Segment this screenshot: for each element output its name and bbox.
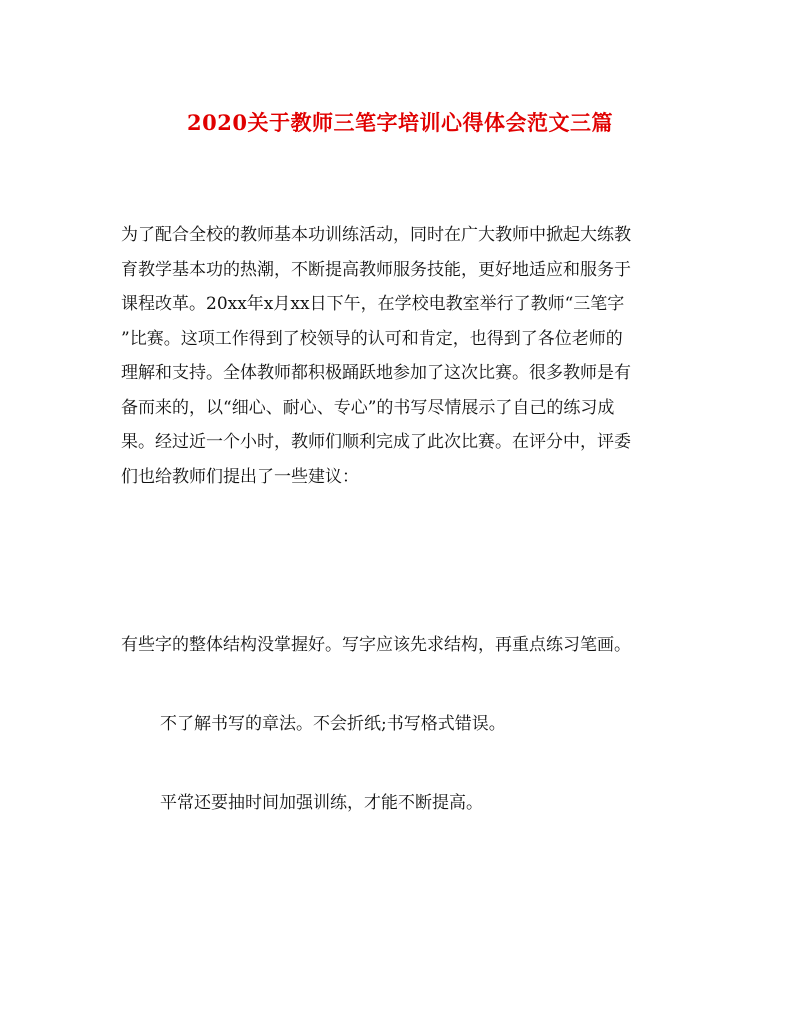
paragraph-line: 育教学基本功的热潮，不断提高教师服务技能，更好地适应和服务于 bbox=[121, 259, 631, 280]
paragraph-line: 们也给教师们提出了一些建议： bbox=[121, 466, 359, 487]
paragraph-line: 课程改革。20xx年x月xx日下午，在学校电教室举行了教师“三笔字 bbox=[121, 294, 625, 314]
intro-paragraph bbox=[121, 218, 686, 494]
suggestion-paragraph-2: 不了解书写的章法。不会折纸;书写格式错误。 bbox=[160, 714, 506, 734]
paragraph-line: 理解和支持。全体教师都积极踊跃地参加了这次比赛。很多教师是有 bbox=[121, 363, 631, 383]
paragraph-line: 为了配合全校的教师基本功训练活动，同时在广大教师中掀起大练教 bbox=[121, 225, 631, 245]
paragraph-line: 备而来的，以“细心、耐心、专心”的书写尽情展示了自己的练习成 bbox=[121, 397, 615, 418]
suggestion-paragraph-3: 平常还要抽时间加强训练，才能不断提高。 bbox=[160, 793, 483, 813]
paragraph-line: ”比赛。这项工作得到了校领导的认可和肯定，也得到了各位老师的 bbox=[121, 328, 623, 349]
document-title: 2020关于教师三笔字培训心得体会范文三篇 bbox=[187, 110, 613, 135]
paragraph-line: 果。经过近一个小时，教师们顺利完成了此次比赛。在评分中，评委 bbox=[121, 432, 631, 452]
suggestion-paragraph-1: 有些字的整体结构没掌握好。写字应该先求结构，再重点练习笔画。 bbox=[121, 635, 631, 655]
